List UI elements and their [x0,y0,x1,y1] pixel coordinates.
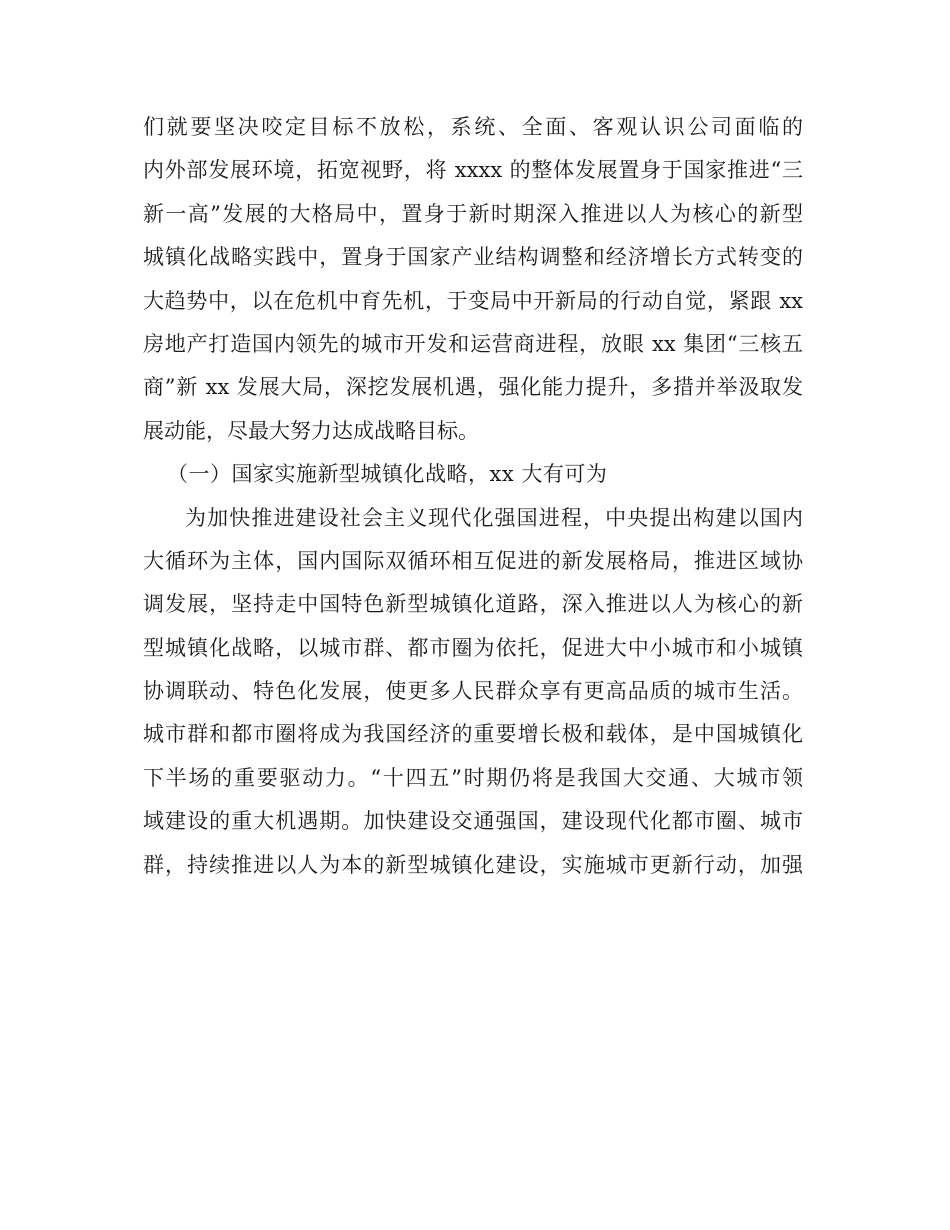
text-line: 下半场的重要驱动力。“十四五”时期仍将是我国大交通、大城市领 [143,765,803,790]
text-line: 们就要坚决咬定目标不放松，系统、全面、客观认识公司面临的 [143,115,803,139]
text-line: 展动能，尽最大努力达成战略目标。 [143,418,479,443]
text-line: 大循环为主体，国内国际双循环相互促进的新发展格局，推进区域协 [143,548,803,573]
text-line: 为加快推进建设社会主义现代化强国进程，中央提出构建以国内 [185,505,803,530]
text-line: 新一高”发展的大格局中，置身于新时期深入推进以人为核心的新型 [143,201,803,226]
text-line: 房地产打造国内领先的城市开发和运营商进程，放眼 xx 集团“三核五 [143,331,803,356]
paragraph-2 [143,497,803,888]
text-line: 大趋势中，以在危机中育先机，于变局中开新局的行动自觉，紧跟 xx [143,288,803,313]
text-line: 型城镇化战略，以城市群、都市圈为依托，促进大中小城市和小城镇 [143,635,803,660]
text-line: 域建设的重大机遇期。加快建设交通强国，建设现代化都市圈、城市 [143,809,803,834]
document-body [143,106,803,887]
text-line: 协调联动、特色化发展，使更多人民群众享有更高品质的城市生活。 [143,679,803,704]
text-line: 商”新 xx 发展大局，深挖发展机遇，强化能力提升，多措并举汲取发 [143,375,803,400]
text-line: 城市群和都市圈将成为我国经济的重要增长极和载体，是中国城镇化 [143,722,803,747]
section-heading: （一）国家实施新型城镇化战略，xx 大有可为 [167,462,608,487]
text-line: 内外部发展环境，拓宽视野，将 xxxx 的整体发展置身于国家推进“三 [143,158,803,183]
text-line: 调发展，坚持走中国特色新型城镇化道路，深入推进以人为核心的新 [143,592,803,617]
text-line: 群，持续推进以人为本的新型城镇化建设，实施城市更新行动，加强 [143,852,803,877]
text-line: 城镇化战略实践中，置身于国家产业结构调整和经济增长方式转变的 [143,245,803,270]
paragraph-1 [143,106,803,453]
